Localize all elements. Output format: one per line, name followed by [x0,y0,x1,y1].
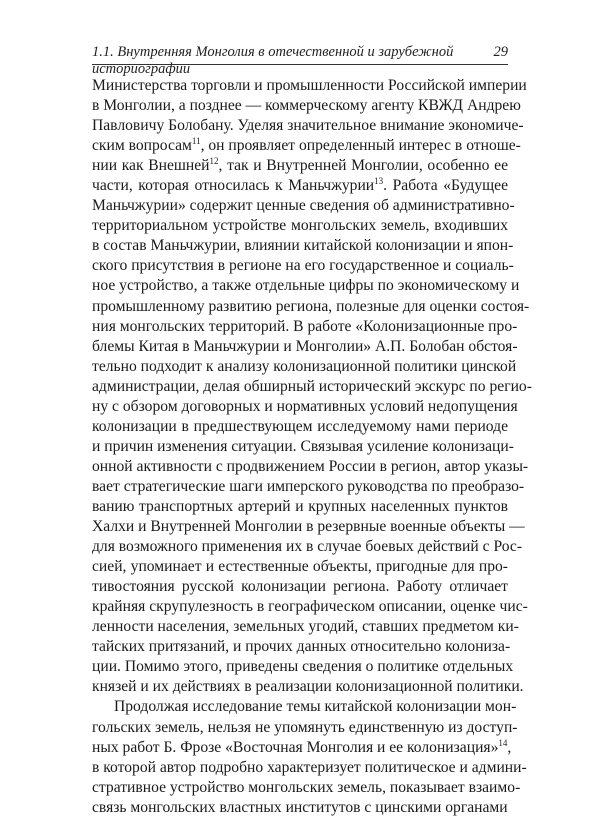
running-title: 1.1. Внутренняя Монголия в отечественной и зарубежной историографии [92,44,454,77]
footnote-marker: 11 [191,135,201,146]
text-line: Маньчжурии» содержит ценные сведения об административно- [92,197,515,215]
text-line: сией, упоминает и естественные объекты, пригодные для про- [92,558,508,576]
text-line: Халхи и Внутренней Монголии в резервные военные объекты — [92,518,525,536]
text-line: ну с обзором договорных и нормативных условий недопущения [92,397,518,415]
text-line: вает стратегические шаги имперского руководства по преобразо- [92,477,525,495]
text-line: ции. Помимо этого, приведены сведения о политике отдельных [92,658,514,676]
text-line: тельно подходит к анализу колонизационной политики цинской [92,357,517,375]
paragraph [92,76,532,697]
text-line: ленности населения, земельных угодий, ставших предметом ки- [92,618,519,636]
text-line: территориальном устройстве монгольских земель, входивших [92,217,508,235]
text-line: ных работ Б. Фрозе «Восточная Монголия и ее колонизация»$^{14}$, [92,737,512,756]
text-line: Павловичу Болобану. Уделяя значительное внимание экономиче- [92,117,524,135]
text-line: в состав Маньчжурии, влиянии китайской колонизации и япон- [92,237,514,255]
text-line: Продолжая исследование темы китайской колонизации мон- [114,698,517,716]
text-line: ния монгольских территорий. В работе «Колонизационные про- [92,317,518,335]
text-line: тайских притязаний, и прочих данных относительно колониза- [92,638,511,656]
text-line: ским вопросам$^{11}$, он проявляет определенный интерес в отноше- [92,135,521,155]
text-line: блемы Китая в Маньчжурии и Монголии» А.П. Болобан обстоя- [92,337,518,355]
text-line: нии как Внешней$^{12}$, так и Внутренней Монголии, особенно ее [92,156,508,175]
text-line: онной активности с продвижением России в регион, автор указы- [92,457,529,475]
text-line: князей и их действиях в реализации колонизационной политики. [92,678,524,696]
paragraph [92,697,527,817]
text-line: для возможного применения их в случае боевых действий с Рос- [92,538,523,556]
text-line: крайняя скрупулезность в географическом описании, оценке чис- [92,598,528,616]
text-line: промышленному развитию региона, полезные для оценки состоя- [92,297,530,315]
text-line: в Монголии, а позднее — коммерческому агенту КВЖД Андрею [92,97,521,115]
text-line: стративное устройство монгольских земель, показывает взаимо- [92,778,521,796]
body-text [92,76,532,818]
text-line: связь монгольских властных институтов с цинскими органами [92,798,508,816]
text-line: ского присутствия в регионе на его государственное и социаль- [92,257,514,275]
header-rule [92,64,508,65]
text-line: гольских земель, нельзя не упомянуть единственную из доступ- [92,718,518,736]
footnote-marker: 13 [374,176,384,187]
text-line: ное устройство, а также отдельные цифры по экономическому и [92,277,520,295]
text-line: Министерства торговли и промышленности Российской империи [92,77,527,94]
running-header [92,44,508,78]
footnote-marker: 14 [498,737,508,748]
text-line: ванию транспортных артерий и крупных населенных пунктов [92,497,508,515]
text-line: и причин изменения ситуации. Связывая усиление колонизаци- [92,437,514,455]
text-line: тивостояния русской колонизации региона. Работу отличает [92,578,508,596]
text-line: администрации, делая обширный исторический экскурс по регио- [92,377,532,395]
text-line: в которой автор подробно характеризует политическое и админи- [92,758,527,776]
footnote-marker: 12 [209,156,219,166]
page-number: 29 [493,44,508,60]
text-line: части, которая относилась к Маньчжурии$^{13}$. Работа «Будущее [92,176,508,195]
text-line: колонизации в предшествующем исследуемому нами периоде [92,417,508,435]
